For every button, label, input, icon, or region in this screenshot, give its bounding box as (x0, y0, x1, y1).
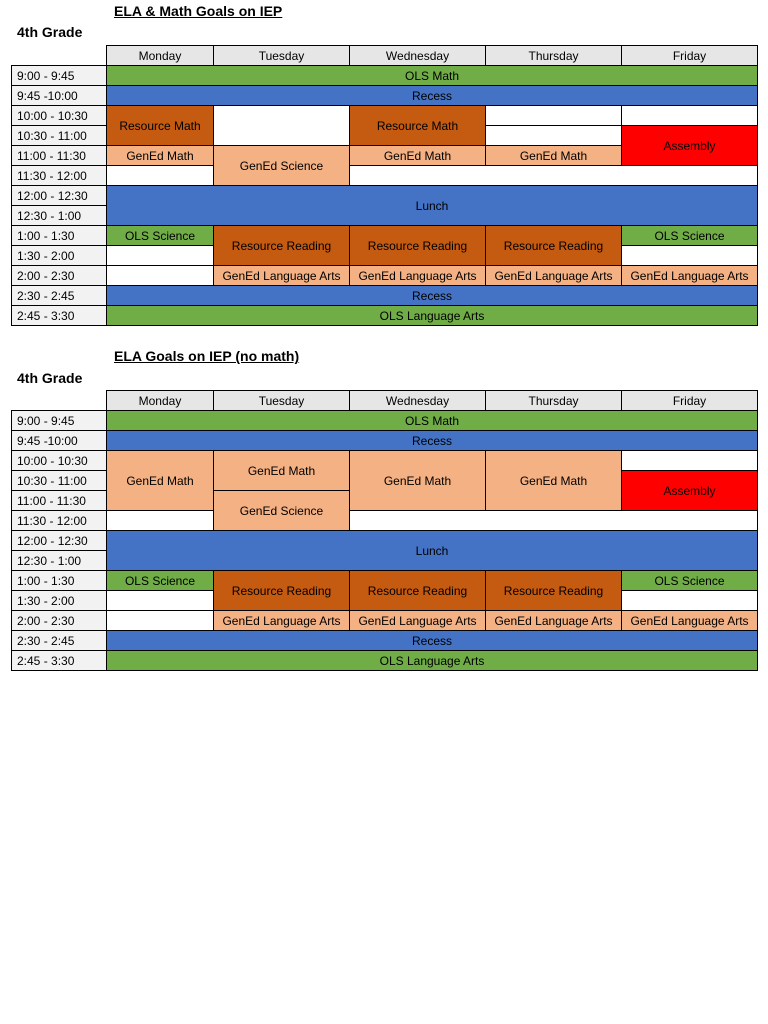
day-header-monday: Monday (107, 391, 214, 411)
thu-gened-math: GenEd Math (486, 451, 622, 511)
table-row (12, 651, 758, 671)
time-slot: 12:00 - 12:30 (12, 186, 107, 206)
corner-cell (12, 46, 107, 66)
recess-am-block: Recess (107, 431, 758, 451)
empty-cell (486, 106, 622, 126)
ols-math-block: OLS Math (107, 411, 758, 431)
day-header-tuesday: Tuesday (214, 391, 350, 411)
empty-cell (107, 266, 214, 286)
time-slot: 11:30 - 12:00 (12, 166, 107, 186)
fri-ols-science: OLS Science (622, 571, 758, 591)
table-row (12, 631, 758, 651)
time-slot: 2:00 - 2:30 (12, 611, 107, 631)
recess-pm-block: Recess (107, 631, 758, 651)
schedule1-title: ELA & Math Goals on IEP (114, 3, 283, 19)
thu-gened-math: GenEd Math (486, 146, 622, 166)
table-row (12, 86, 758, 106)
day-header-friday: Friday (622, 46, 758, 66)
time-slot: 1:00 - 1:30 (12, 571, 107, 591)
time-slot: 2:45 - 3:30 (12, 651, 107, 671)
schedule1-grade: 4th Grade (17, 24, 83, 40)
wed-gened-math: GenEd Math (350, 451, 486, 511)
table-row (12, 451, 758, 471)
time-slot: 11:30 - 12:00 (12, 511, 107, 531)
empty-cell (107, 591, 214, 611)
time-slot: 11:00 - 11:30 (12, 146, 107, 166)
wed-gened-math: GenEd Math (350, 146, 486, 166)
table-row (12, 531, 758, 551)
schedule1-table (11, 45, 758, 326)
fri-ols-science: OLS Science (622, 226, 758, 246)
empty-cell (350, 166, 758, 186)
tue-gened-science: GenEd Science (214, 146, 350, 186)
table-row (12, 511, 758, 531)
time-slot: 10:00 - 10:30 (12, 451, 107, 471)
time-slot: 2:45 - 3:30 (12, 306, 107, 326)
thu-resource-reading: Resource Reading (486, 571, 622, 611)
table-row (12, 266, 758, 286)
table-row (12, 66, 758, 86)
corner-cell (12, 391, 107, 411)
time-slot: 1:00 - 1:30 (12, 226, 107, 246)
header-row (12, 46, 758, 66)
mon-ols-science: OLS Science (107, 571, 214, 591)
wed-gened-language-arts: GenEd Language Arts (350, 266, 486, 286)
empty-cell (107, 611, 214, 631)
time-slot: 1:30 - 2:00 (12, 591, 107, 611)
ols-language-arts-block: OLS Language Arts (107, 651, 758, 671)
mon-resource-math: Resource Math (107, 106, 214, 146)
ols-language-arts-block: OLS Language Arts (107, 306, 758, 326)
time-slot: 9:00 - 9:45 (12, 66, 107, 86)
tue-gened-language-arts: GenEd Language Arts (214, 266, 350, 286)
time-slot: 12:00 - 12:30 (12, 531, 107, 551)
lunch-block: Lunch (107, 186, 758, 226)
day-header-friday: Friday (622, 391, 758, 411)
wed-gened-language-arts: GenEd Language Arts (350, 611, 486, 631)
time-slot: 11:00 - 11:30 (12, 491, 107, 511)
table-row (12, 186, 758, 206)
table-row (12, 411, 758, 431)
mon-ols-science: OLS Science (107, 226, 214, 246)
table-row (12, 286, 758, 306)
fri-assembly: Assembly (622, 126, 758, 166)
fri-assembly: Assembly (622, 471, 758, 511)
empty-cell (350, 511, 758, 531)
empty-cell (622, 246, 758, 266)
thu-gened-language-arts: GenEd Language Arts (486, 611, 622, 631)
day-header-thursday: Thursday (486, 391, 622, 411)
schedule2-table (11, 390, 758, 671)
day-header-monday: Monday (107, 46, 214, 66)
table-row (12, 166, 758, 186)
day-header-thursday: Thursday (486, 46, 622, 66)
tue-resource-reading: Resource Reading (214, 226, 350, 266)
schedule2-grade: 4th Grade (17, 370, 83, 386)
lunch-block: Lunch (107, 531, 758, 571)
time-slot: 10:00 - 10:30 (12, 106, 107, 126)
empty-cell (622, 451, 758, 471)
empty-cell (214, 106, 350, 146)
tue-gened-science: GenEd Science (214, 491, 350, 531)
tue-resource-reading: Resource Reading (214, 571, 350, 611)
tue-gened-math: GenEd Math (214, 451, 350, 491)
fri-gened-language-arts: GenEd Language Arts (622, 266, 758, 286)
header-row (12, 391, 758, 411)
fri-gened-language-arts: GenEd Language Arts (622, 611, 758, 631)
time-slot: 2:00 - 2:30 (12, 266, 107, 286)
wed-resource-math: Resource Math (350, 106, 486, 146)
thu-gened-language-arts: GenEd Language Arts (486, 266, 622, 286)
wed-resource-reading: Resource Reading (350, 571, 486, 611)
table-row (12, 226, 758, 246)
time-slot: 9:45 -10:00 (12, 431, 107, 451)
table-row (12, 431, 758, 451)
ols-math-block: OLS Math (107, 66, 758, 86)
empty-cell (107, 166, 214, 186)
time-slot: 1:30 - 2:00 (12, 246, 107, 266)
day-header-wednesday: Wednesday (350, 46, 486, 66)
empty-cell (622, 106, 758, 126)
mon-gened-math: GenEd Math (107, 451, 214, 511)
time-slot: 10:30 - 11:00 (12, 126, 107, 146)
table-row (12, 106, 758, 126)
empty-cell (622, 591, 758, 611)
time-slot: 12:30 - 1:00 (12, 206, 107, 226)
time-slot: 10:30 - 11:00 (12, 471, 107, 491)
day-header-tuesday: Tuesday (214, 46, 350, 66)
time-slot: 9:45 -10:00 (12, 86, 107, 106)
empty-cell (107, 511, 214, 531)
wed-resource-reading: Resource Reading (350, 226, 486, 266)
table-row (12, 611, 758, 631)
table-row (12, 306, 758, 326)
thu-resource-reading: Resource Reading (486, 226, 622, 266)
table-row (12, 571, 758, 591)
empty-cell (107, 246, 214, 266)
time-slot: 2:30 - 2:45 (12, 286, 107, 306)
recess-am-block: Recess (107, 86, 758, 106)
day-header-wednesday: Wednesday (350, 391, 486, 411)
mon-gened-math: GenEd Math (107, 146, 214, 166)
schedule2-title: ELA Goals on IEP (no math) (114, 348, 300, 364)
empty-cell (486, 126, 622, 146)
time-slot: 12:30 - 1:00 (12, 551, 107, 571)
time-slot: 2:30 - 2:45 (12, 631, 107, 651)
recess-pm-block: Recess (107, 286, 758, 306)
time-slot: 9:00 - 9:45 (12, 411, 107, 431)
tue-gened-language-arts: GenEd Language Arts (214, 611, 350, 631)
